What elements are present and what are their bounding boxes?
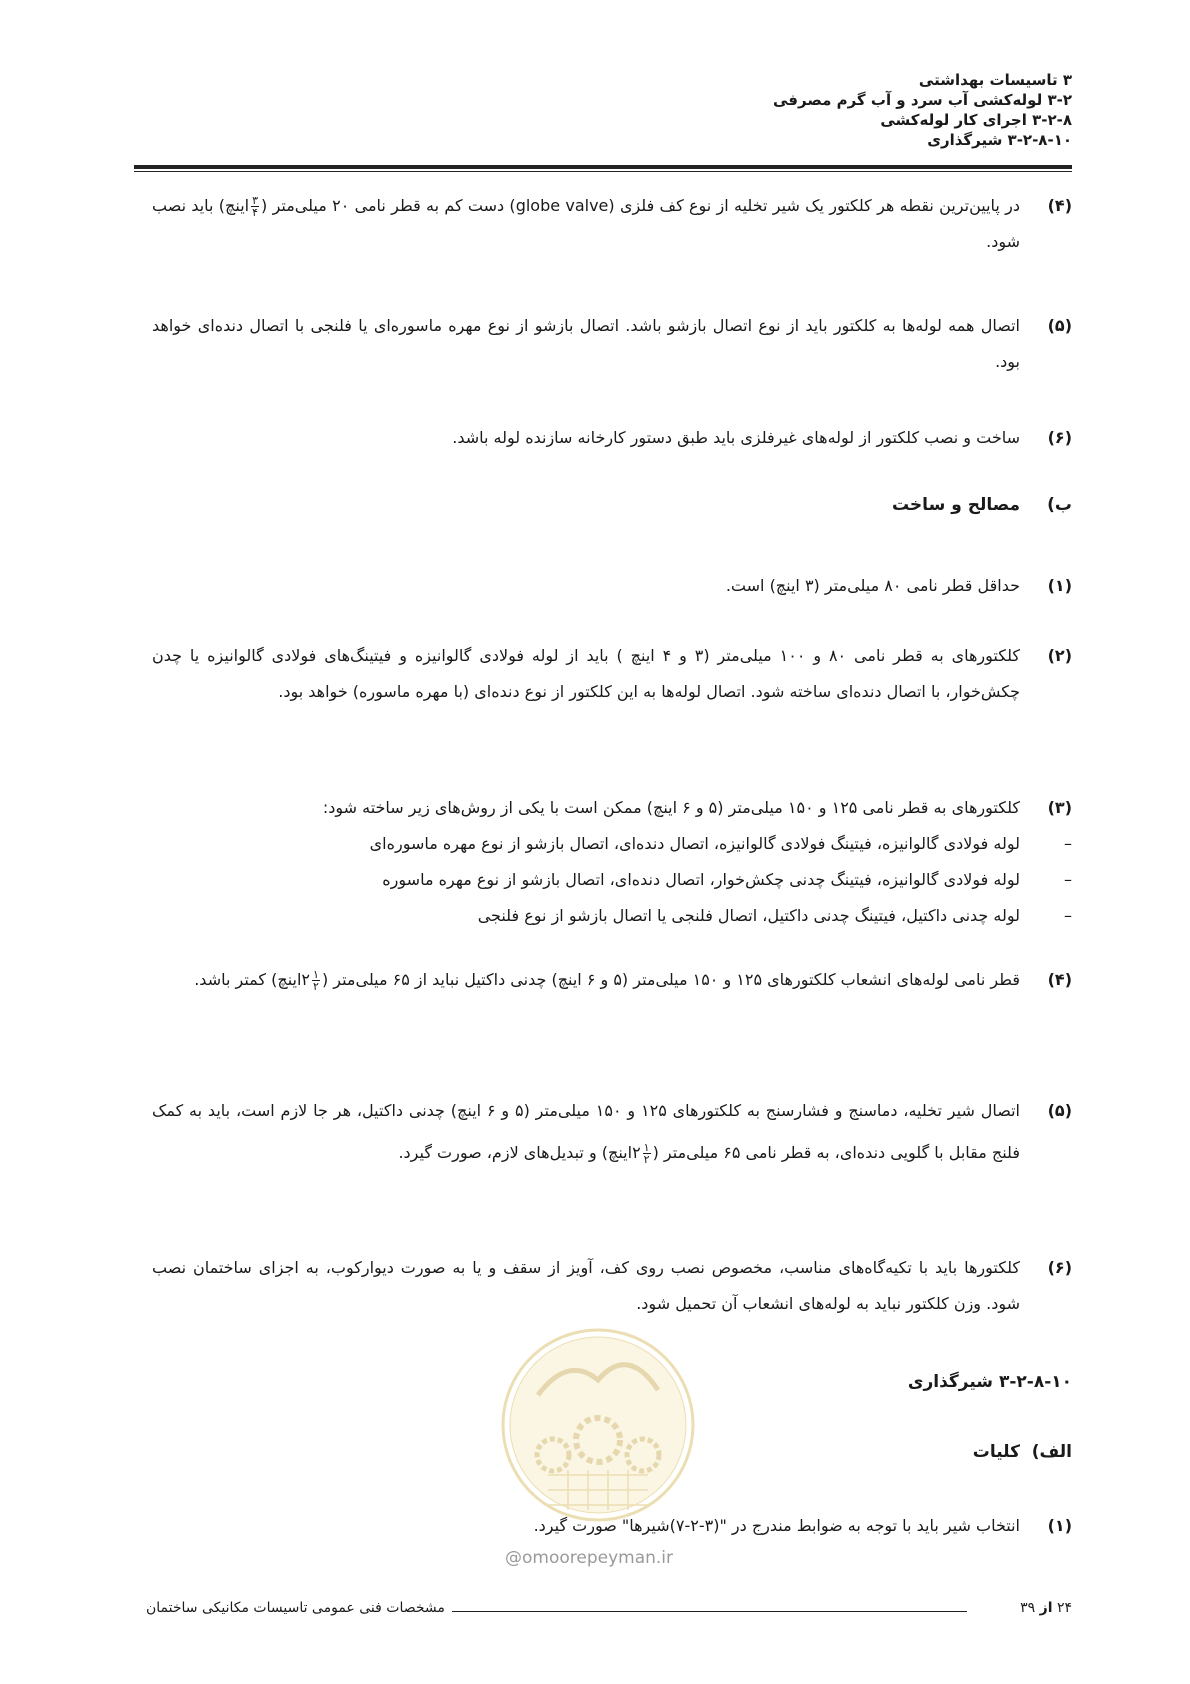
clause-number: (۵) [1047,316,1072,335]
list-item-text: لوله فولادی گالوانیزه، فیتینگ چدنی چکش‌خوار، اتصال دنده‌ای، اتصال بازشو از نوع مهره ماسوره [382,870,1020,889]
bullet-dash: – [1064,870,1072,889]
section-title: کلیات [972,1442,1020,1462]
clause-item [152,1250,1072,1322]
clause-text [152,1090,1020,1174]
clause-text: اتصال همه لوله‌ها به کلکتور باید از نوع اتصال بازشو باشد. اتصال بازشو از نوع مهره ماسوره‌ای یا فلنجی با اتصال دنده‌ای خواهد بود. [152,316,1020,371]
header-divider-thin [134,171,1072,172]
clause-number: (۵) [1047,1101,1072,1120]
fraction-numerator: ۱ [643,1141,650,1154]
fraction-denominator: ۴ [252,206,259,219]
list-item-text: لوله فولادی گالوانیزه، فیتینگ فولادی گالوانیزه، اتصال دنده‌ای، اتصال بازشو از نوع مهره ماسوره‌ای [369,834,1020,853]
section-letter: الف) [1031,1442,1072,1462]
header-subsection: ۳-۲-۸ اجرای کار لوله‌کشی [880,111,1072,129]
page-footer [134,1600,1072,1630]
clause-text-part: اینچ) و تبدیل‌های لازم، صورت گیرد. [398,1143,633,1162]
method-list [152,826,1072,934]
page-header [372,70,1072,150]
total-pages: ۳۹ [1020,1600,1036,1616]
page-of-label: از [1039,1600,1053,1616]
clause-text: ساخت و نصب کلکتور از لوله‌های غیرفلزی باید طبق دستور کارخانه سازنده لوله باشد. [452,428,1020,447]
fraction-denominator: ۲ [313,980,319,993]
list-item [152,826,1072,862]
page-number [1020,1600,1072,1616]
clause-number: (۲) [1047,646,1072,665]
clause-number: (۶) [1047,1258,1072,1277]
fraction [643,1142,651,1165]
clause-text: کلکتورهای به قطر نامی ۸۰ و ۱۰۰ میلی‌متر (۳ و ۴ اینچ ) باید از لوله فولادی گالوانیزه و فیتینگ‌های فولادی گالوانیزه یا چدن چکش‌خوار، با اتصال دنده‌ای ساخته شود. اتصال لوله‌ها به این کلکتور از نوع دنده‌ای (با مهره ماسوره) خواهد بود. [152,646,1020,701]
list-item [152,898,1072,934]
section-heading-alef [973,1442,1072,1462]
clause-text: کلکتورها باید با تکیه‌گاه‌های مناسب، مخصوص نصب روی کف، آویز از سقف و یا به صورت دیوارکوب، به اجزای ساختمان نصب شود. وزن کلکتور نباید به لوله‌های انشعاب آن تحمیل شود. [152,1258,1020,1313]
bullet-dash: – [1064,834,1072,853]
clause-item [152,790,1072,934]
section-heading-b [892,490,1072,520]
clause-text-part: در پایین‌ترین نقطه هر کلکتور یک شیر تخلیه از نوع کف فلزی (globe valve) دست کم به قطر نامی ۲۰ میلی‌متر ( [261,196,1021,215]
clause-text: حداقل قطر نامی ۸۰ میلی‌متر (۳ اینچ) است. [725,576,1020,595]
clause-number: (۴) [1047,970,1072,989]
header-topic: ۳-۲-۸-۱۰ شیرگذاری [927,131,1072,149]
clause-text [152,790,1072,934]
bullet-dash: – [1064,906,1072,925]
current-page: ۲۴ [1056,1600,1072,1616]
watermark-url: @omoorepeyman.ir [505,1548,674,1568]
section-letter: ب) [1047,495,1072,515]
clause-number: (۱) [1047,1516,1072,1535]
watermark-logo-icon [498,1325,698,1525]
fraction [251,195,259,218]
clause-item [152,1090,1072,1174]
list-item-text: لوله چدنی داکتیل، فیتینگ چدنی داکتیل، اتصال فلنجی یا اتصال بازشو از نوع فلنجی [477,906,1020,925]
subsection-heading: ۳-۲-۸-۱۰ شیرگذاری [907,1372,1072,1392]
header-chapter: ۳ تاسیسات بهداشتی [918,71,1072,89]
clause-item [152,962,1072,998]
clause-text-part: اتصال شیر تخلیه، دماسنج و فشارسنج به کلکتورهای ۱۲۵ و ۱۵۰ میلی‌متر (۵ و ۶ اینچ) چدنی داکتیل، هر جا لازم است، باید به کمک فلنج مقابل با گلویی دنده‌ای، به قطر نامی ۶۵ میلی‌متر ( [152,1101,1020,1162]
clause-number: (۴) [1047,196,1072,215]
clause-text-part: اینچ) کمتر باشد. [194,970,302,989]
clause-text: انتخاب شیر باید با توجه به ضوابط مندرج در "(۳-۲-۷)شیرها" صورت گیرد. [533,1516,1020,1535]
fraction [312,969,320,992]
clause-text-part: قطر نامی لوله‌های انشعاب کلکتورهای ۱۲۵ و ۱۵۰ میلی‌متر (۵ و ۶ اینچ) چدنی داکتیل نباید از ۶۵ میلی‌متر ( [321,970,1020,989]
clause-text [152,188,1020,260]
clause-number: (۱) [1047,576,1072,595]
clause-item [152,638,1072,710]
clause-item [152,568,1072,604]
footer-divider [452,1611,967,1612]
clause-item [152,188,1072,260]
fraction-whole: ۲ [632,1143,641,1162]
header-divider-thick [134,165,1072,169]
header-section: ۳-۲ لوله‌کشی آب سرد و آب گرم مصرفی [772,91,1072,109]
clause-text [152,962,1020,998]
clause-text-part: اینچ) باید نصب شود. [152,196,1020,251]
fraction-denominator: ۲ [643,1153,650,1166]
clause-item [152,308,1072,380]
clause-number: (۶) [1047,428,1072,447]
document-title: مشخصات فنی عمومی تاسیسات مکانیکی ساختمان [146,1600,445,1616]
list-item [152,862,1072,898]
clause-number: (۳) [1047,798,1072,817]
clause-intro: کلکتورهای به قطر نامی ۱۲۵ و ۱۵۰ میلی‌متر (۵ و ۶ اینچ) ممکن است با یکی از روش‌های زیر ساخته شود: [322,798,1020,817]
clause-item [152,420,1072,456]
fraction-numerator: ۱ [313,968,319,981]
fraction-whole: ۲ [301,970,311,989]
fraction-numerator: ۳ [252,194,259,207]
section-title: مصالح و ساخت [891,495,1020,515]
